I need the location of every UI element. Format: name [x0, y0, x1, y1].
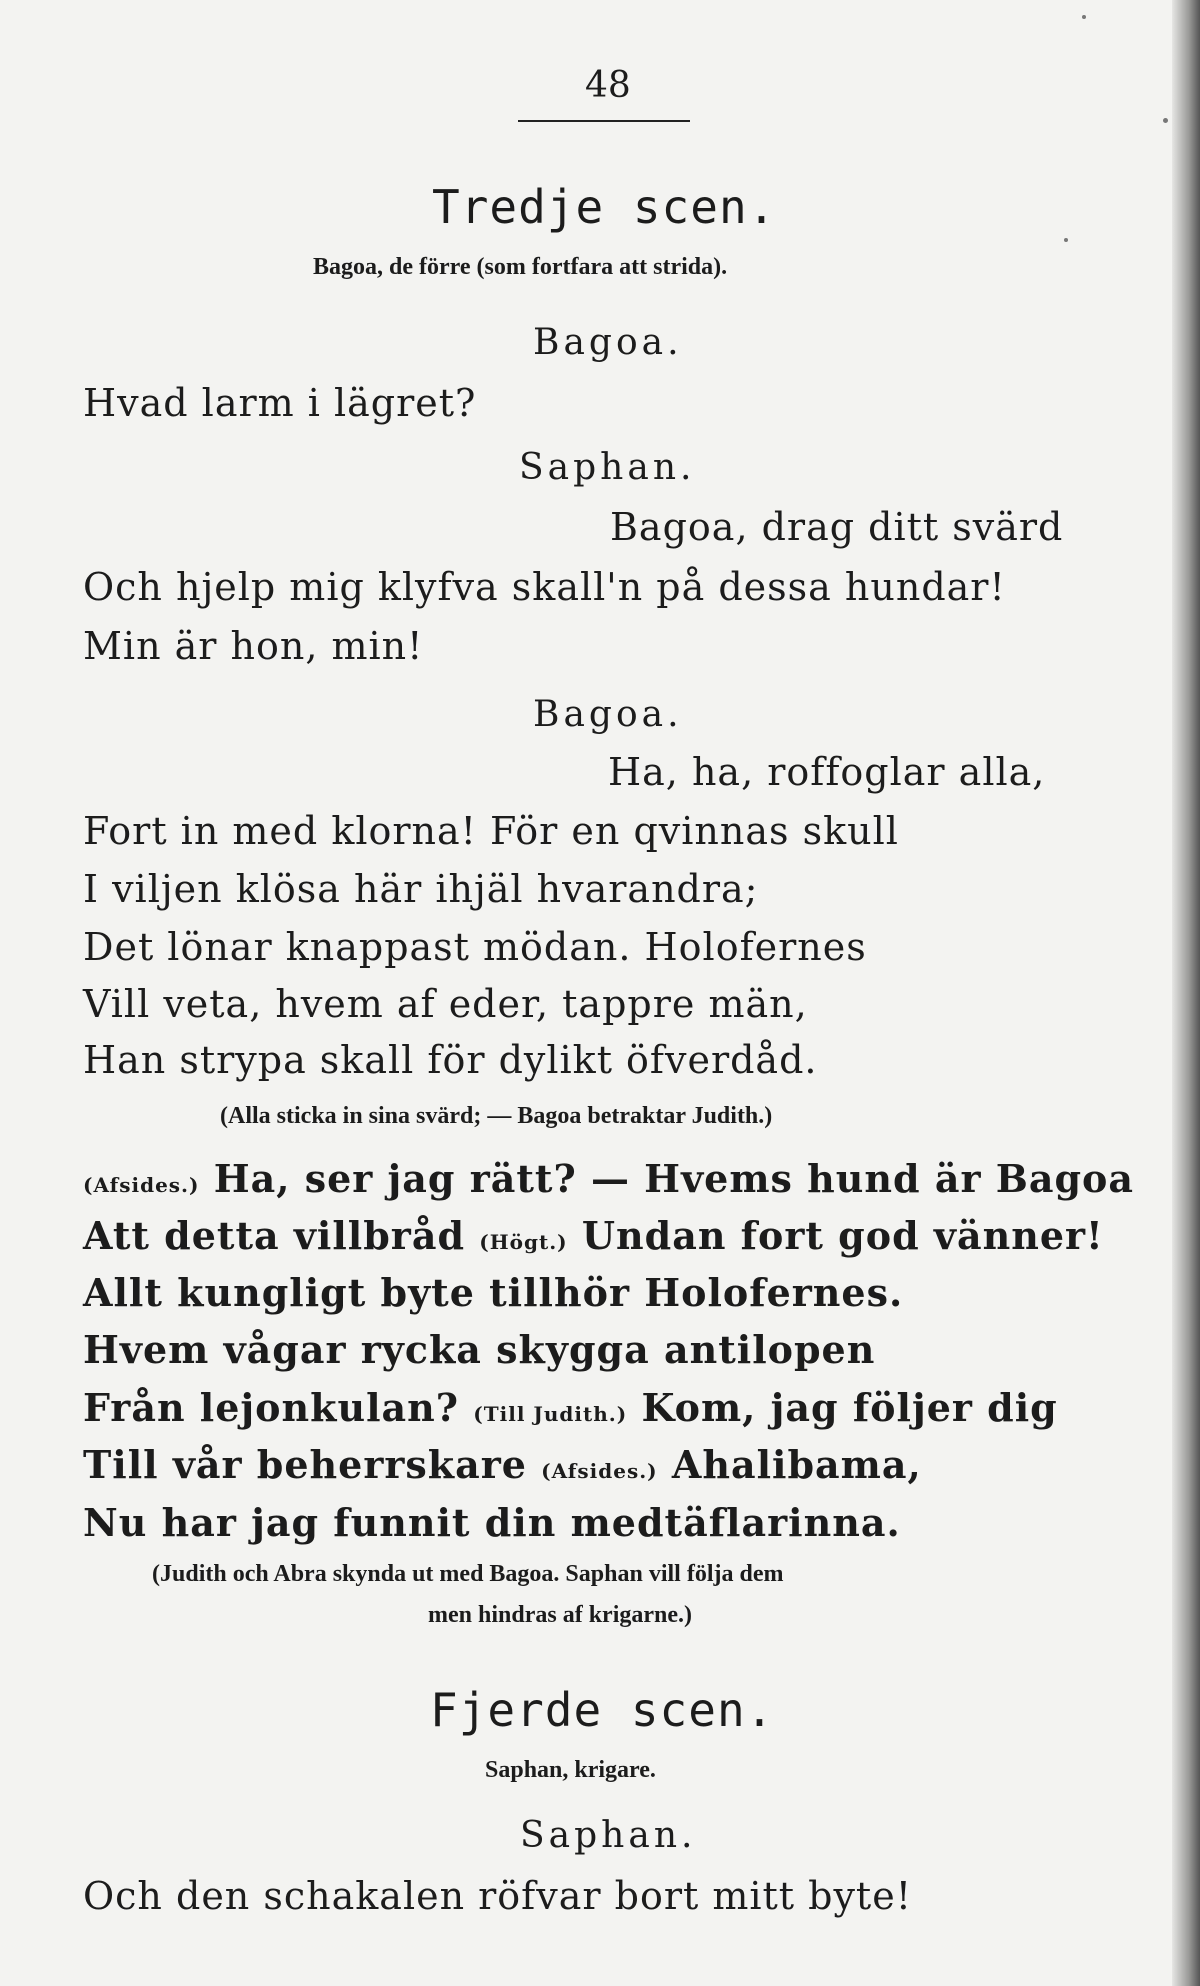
verse-line: Ha, ha, roffoglar alla,	[608, 750, 1046, 794]
speaker-name: Bagoa.	[533, 694, 683, 735]
verse-line	[83, 1442, 922, 1487]
speaker-name: Saphan.	[519, 447, 696, 488]
header-rule	[518, 120, 690, 122]
stage-direction: men hindras af krigarne.)	[428, 1602, 692, 1628]
verse-line	[83, 1156, 1134, 1201]
stage-direction: (Alla sticka in sina svärd; — Bagoa betraktar Judith.)	[220, 1103, 773, 1129]
verse-text: Undan fort god vänner!	[581, 1213, 1104, 1258]
verse-line: Hvad larm i lägret?	[83, 381, 477, 425]
page-edge-shadow	[1172, 0, 1200, 1986]
verse-line: Fort in med klorna! För en qvinnas skull	[83, 809, 899, 853]
verse-line: Och hjelp mig klyfva skall'n på dessa hundar!	[83, 565, 1006, 609]
ink-speck	[1163, 118, 1168, 123]
verse-line: Vill veta, hvem af eder, tappre män,	[83, 982, 808, 1026]
stage-direction: Bagoa, de förre (som fortfara att strida).	[313, 254, 728, 280]
speaker-name: Bagoa.	[533, 322, 683, 363]
scene-title: Tredje scen.	[432, 180, 777, 234]
verse-line: Bagoa, drag ditt svärd	[610, 505, 1064, 549]
scene-title: Fjerde scen.	[430, 1683, 775, 1737]
stage-direction: Saphan, krigare.	[485, 1757, 656, 1783]
verse-line: Han strypa skall för dylikt öfverdåd.	[83, 1038, 818, 1082]
aside-direction: (Afsides.)	[541, 1459, 658, 1483]
ink-speck	[1082, 15, 1086, 19]
verse-text: Att detta villbråd	[83, 1213, 466, 1258]
verse-text: Kom, jag följer dig	[641, 1385, 1058, 1430]
aside-direction: (Till Judith.)	[473, 1402, 628, 1426]
verse-text: Till vår beherrskare	[83, 1442, 527, 1487]
verse-line	[83, 1385, 1058, 1430]
aside-direction: (Afsides.)	[83, 1173, 200, 1197]
stage-direction: (Judith och Abra skynda ut med Bagoa. Saphan vill följa dem	[152, 1561, 784, 1587]
verse-text: Ha, ser jag rätt? — Hvems hund är Bagoa	[213, 1156, 1134, 1201]
speaker-name: Saphan.	[520, 1815, 697, 1856]
page-number: 48	[585, 65, 631, 106]
ink-speck	[1064, 238, 1068, 242]
verse-line: Allt kungligt byte tillhör Holofernes.	[83, 1270, 904, 1315]
verse-line: I viljen klösa här ihjäl hvarandra;	[83, 867, 759, 911]
verse-line: Det lönar knappast mödan. Holofernes	[83, 925, 867, 969]
verse-text: Ahalibama,	[671, 1442, 922, 1487]
verse-line: Hvem vågar rycka skygga antilopen	[83, 1327, 876, 1372]
verse-line	[83, 1213, 1104, 1258]
verse-line: Nu har jag funnit din medtäflarinna.	[83, 1500, 901, 1545]
verse-line: Och den schakalen röfvar bort mitt byte!	[83, 1874, 912, 1918]
verse-text: Från lejonkulan?	[83, 1385, 460, 1430]
verse-line: Min är hon, min!	[83, 624, 424, 668]
aside-direction: (Högt.)	[479, 1230, 568, 1254]
